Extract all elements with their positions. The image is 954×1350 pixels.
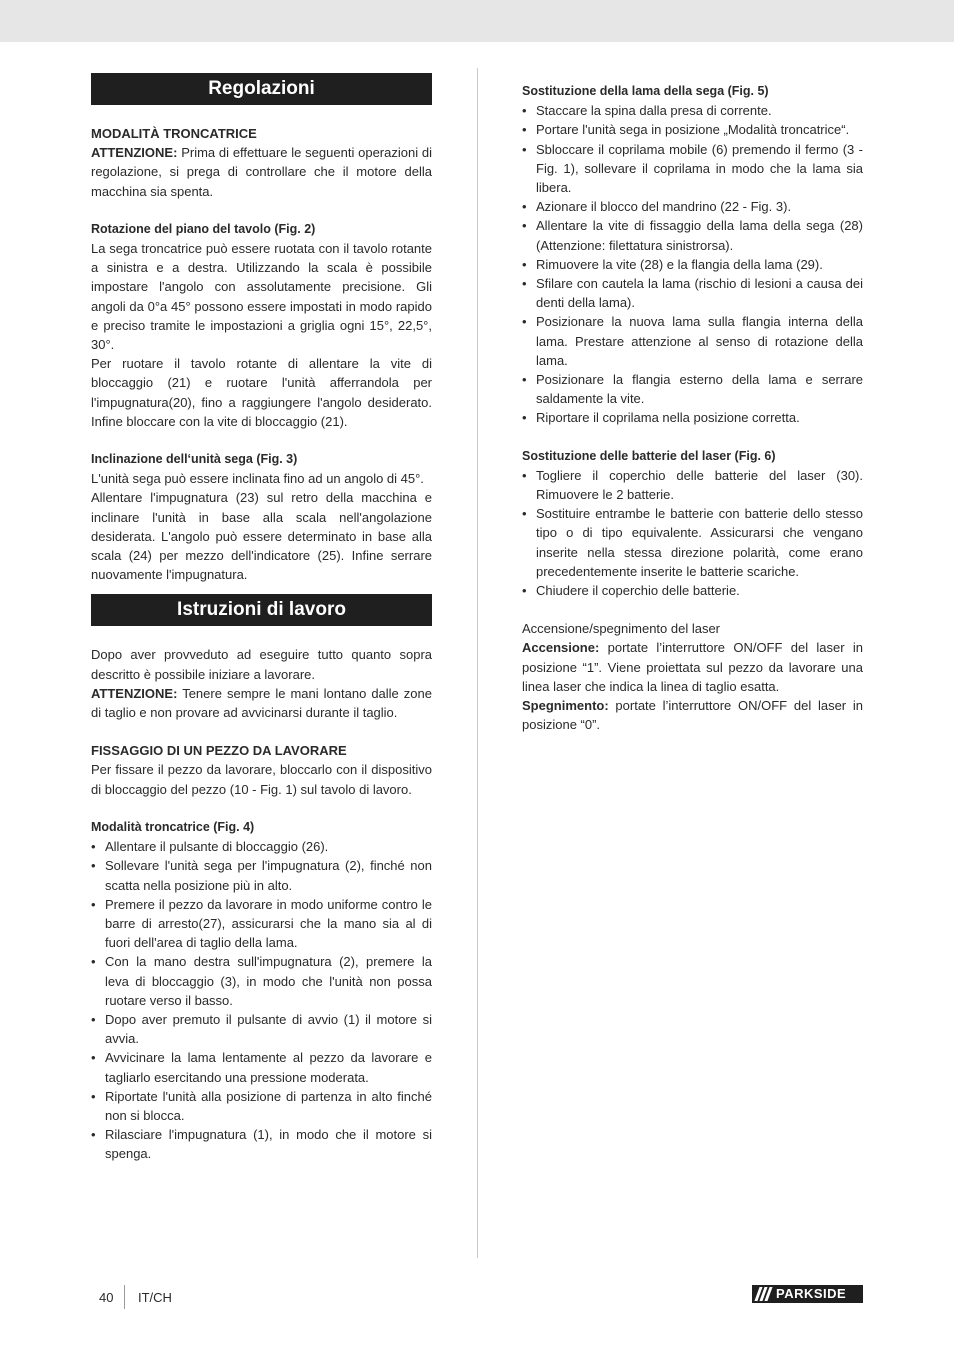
troncatrice-list	[91, 837, 432, 1163]
page-number: 40	[99, 1290, 114, 1305]
accensione-text: portate l’interruttore ON/OFF del laser in posizione “1”. Viene proiettata sul pezzo da lavorare una linea laser che indica la linea di taglio esatta.	[522, 640, 863, 694]
list-item: • Allentare il pulsante di bloccaggio (26).	[91, 837, 432, 856]
inclinazione-paragraph-2: Allentare l'impugnatura (23) sul retro della macchina e inclinare l'unità in base alla scala nell'angolazione desiderata. L'angolo può essere determinato in base alla scala (24) per mezzo dell'indicatore (25). Infine serrare nuovamente l'impugnatura.	[91, 490, 432, 583]
parkside-logo	[752, 1285, 863, 1303]
fissaggio-heading: FISSAGGIO DI UN PEZZO DA LAVORARE	[91, 743, 347, 759]
top-band	[0, 0, 954, 42]
list-item: • Posizionare la nuova lama sulla flangia interna della lama. Prestare attenzione al senso di rotazione della lama.	[522, 312, 863, 370]
section-header-istruzioni: Istruzioni di lavoro	[91, 594, 432, 626]
list-item: • Sfilare con cautela la lama (rischio di lesioni a causa dei denti della lama).	[522, 274, 863, 312]
istruzioni-paragraph: Dopo aver provveduto ad eseguire tutto quanto sopra descritto è possibile iniziare a lavorare.	[91, 647, 432, 682]
attenzione2-paragraph	[91, 684, 432, 722]
list-item: • Portare l'unità sega in posizione „Modalità troncatrice“.	[522, 120, 863, 139]
rotazione-paragraph-2: Per ruotare il tavolo rotante di allentare la vite di bloccaggio (21) e ruotare l'unità afferrandola per l'impugnatura(20), fino a raggiungere l'angolo desiderato. Infine bloccare con la vite di bloccaggio (21).	[91, 356, 432, 429]
list-item: • Allentare la vite di fissaggio della lama della sega (28) (Attenzione: filettatura sinistrorsa).	[522, 216, 863, 254]
attenzione2-label: ATTENZIONE:	[91, 685, 178, 701]
list-item: • Azionare il blocco del mandrino (22 - Fig. 3).	[522, 197, 863, 216]
inclinazione-paragraph-1: L'unità sega può essere inclinata fino ad un angolo di 45°.	[91, 471, 424, 487]
footer-divider	[124, 1285, 125, 1309]
left-column	[91, 73, 432, 1164]
list-item: • Con la mano destra sull'impugnatura (2), premere la leva di bloccaggio (3), in modo che l'unità non possa ruotare verso il basso.	[91, 952, 432, 1010]
laser-heading: Accensione/spegnimento del laser	[522, 621, 721, 637]
fissaggio-paragraph: Per fissare il pezzo da lavorare, bloccarlo con il dispositivo di bloccaggio del pezzo (10 - Fig. 1) sul tavolo di lavoro.	[91, 762, 432, 797]
list-item: • Togliere il coperchio delle batterie del laser (30). Rimuovere le 2 batterie.	[522, 466, 863, 504]
list-item: • Sostituire entrambe le batterie con batterie dello stesso tipo o di tipo equivalente. Assicurarsi che vengano inserite nella stessa direzione polarità, come erano precedentemente inserite le batterie scariche.	[522, 504, 863, 581]
accensione-paragraph	[522, 638, 863, 696]
language-code: IT/CH	[138, 1290, 172, 1305]
list-item: • Rimuovere la vite (28) e la flangia della lama (29).	[522, 255, 863, 274]
list-item: • Avvicinare la lama lentamente al pezzo da lavorare e tagliarlo esercitando una pressione moderata.	[91, 1048, 432, 1086]
attenzione-paragraph	[91, 143, 432, 201]
attenzione2-text: Tenere sempre le mani lontano dalle zone di taglio e non provare ad avvicinarsi durante il taglio.	[91, 685, 432, 721]
brand-name: PARKSIDE	[776, 1286, 847, 1301]
rotazione-paragraph-1: La sega troncatrice può essere ruotata con il tavolo rotante a sinistra e a destra. Utilizzando la scala è possibile impostare l'angolo con assolutamente precisione. Gli angoli da 0°a 45° possono essere impostati in modo rapido e preciso tramite le impostazioni a griglia ogni 15°, 22,5°, 30°.	[91, 241, 432, 353]
list-item: • Posizionare la flangia esterno della lama e serrare saldamente la vite.	[522, 370, 863, 408]
spegnimento-text: portate l’interruttore ON/OFF del laser in posizione “0”.	[522, 698, 863, 733]
logo-stripes-icon	[752, 1285, 774, 1303]
inclinazione-heading: Inclinazione dell‘unità sega (Fig. 3)	[91, 452, 298, 467]
list-item: • Chiudere il coperchio delle batterie.	[522, 581, 863, 600]
list-item: • Sollevare l'unità sega per l'impugnatura (2), finché non scatta nella posizione più in alto.	[91, 856, 432, 894]
list-item: • Staccare la spina dalla presa di corrente.	[522, 101, 863, 120]
attenzione-text: Prima di effettuare le seguenti operazioni di regolazione, si prega di controllare che il motore della macchina sia spenta.	[91, 145, 432, 199]
list-item: • Rilasciare l'impugnatura (1), in modo che il motore si spenga.	[91, 1125, 432, 1163]
batterie-heading: Sostituzione delle batterie del laser (Fig. 6)	[522, 448, 776, 463]
column-divider	[477, 68, 478, 1258]
lama-heading: Sostituzione della lama della sega (Fig. 5)	[522, 84, 769, 98]
attenzione-label: ATTENZIONE:	[91, 145, 178, 161]
modalita-heading: MODALITÀ TRONCATRICE	[91, 126, 257, 141]
spegnimento-paragraph	[522, 696, 863, 734]
troncatrice-heading: Modalità troncatrice (Fig. 4)	[91, 819, 255, 834]
spegnimento-label: Spegnimento:	[522, 698, 609, 714]
right-column	[522, 82, 863, 735]
accensione-label: Accensione:	[522, 640, 600, 656]
batterie-list	[522, 466, 863, 600]
list-item: • Dopo aver premuto il pulsante di avvio (1) il motore si avvia.	[91, 1010, 432, 1048]
section-header-regolazioni: Regolazioni	[91, 73, 432, 105]
rotazione-heading: Rotazione del piano del tavolo (Fig. 2)	[91, 221, 316, 236]
lama-list	[522, 101, 863, 427]
list-item: • Riportate l'unità alla posizione di partenza in alto finché non si blocca.	[91, 1087, 432, 1125]
list-item: • Premere il pezzo da lavorare in modo uniforme contro le barre di arresto(27), assicurarsi che la mano sia al di fuori dell'area di taglio della lama.	[91, 895, 432, 953]
list-item: • Sbloccare il coprilama mobile (6) premendo il fermo (3 - Fig. 1), sollevare il coprilama in modo che la lama sia libera.	[522, 140, 863, 198]
list-item: • Riportare il coprilama nella posizione corretta.	[522, 408, 863, 427]
